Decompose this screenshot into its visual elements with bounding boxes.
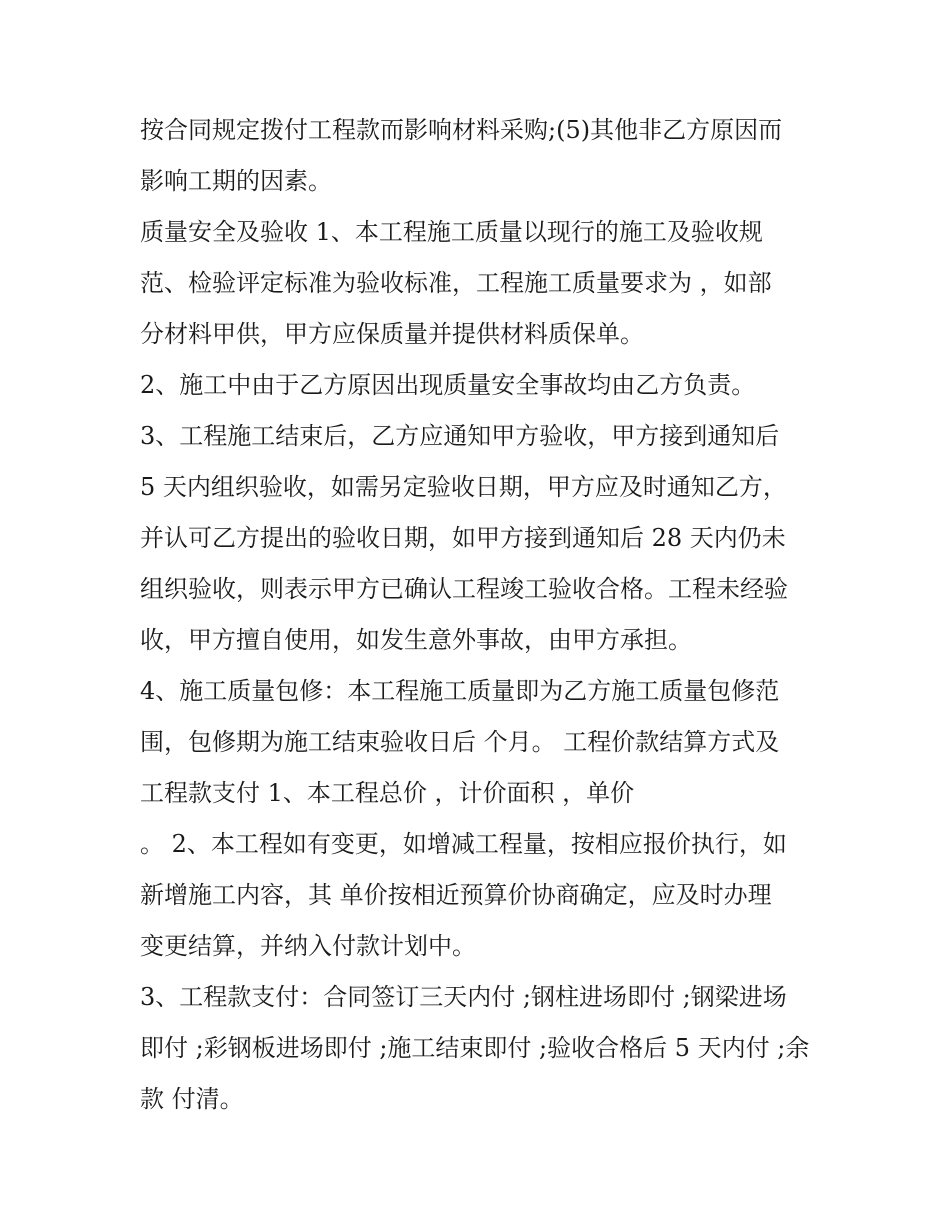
text-line: 工程款支付 1、本工程总价 ，计价面积 ，单价 — [140, 779, 635, 807]
text-line: 款 付清。 — [140, 1085, 244, 1113]
text-line: 2、施工中由于乙方原因出现质量安全事故均由乙方负责。 — [140, 371, 756, 399]
text-line: 影响工期的因素。 — [140, 167, 332, 195]
text-line: 新增施工内容，其 单价按相近预算价协商确定，应及时办理 — [140, 881, 772, 909]
text-line: 变更结算，并纳入付款计划中。 — [140, 932, 476, 960]
text-line: 3、工程款支付：合同签订三天内付 ;钢柱进场即付 ;钢梁进场 — [140, 983, 787, 1011]
text-line: 3、工程施工结束后，乙方应通知甲方验收，甲方接到通知后 — [140, 422, 780, 450]
text-line: 收，甲方擅自使用，如发生意外事故，由甲方承担。 — [140, 626, 692, 654]
document-body — [140, 109, 820, 1129]
text-line: 5 天内组织验收，如需另定验收日期，甲方应及时通知乙方， — [140, 473, 787, 501]
text-line: 范、检验评定标准为验收标准，工程施工质量要求为 ，如部 — [140, 269, 772, 297]
text-line: 分材料甲供，甲方应保质量并提供材料质保单。 — [140, 320, 644, 348]
text-line: 即付 ;彩钢板进场即付 ;施工结束即付 ;验收合格后 5 天内付 ;余 — [140, 1034, 810, 1062]
text-line: 4、施工质量包修：本工程施工质量即为乙方施工质量包修范 — [140, 677, 780, 705]
text-line: 组织验收，则表示甲方已确认工程竣工验收合格。工程未经验 — [140, 575, 788, 603]
text-line: 。 2、本工程如有变更，如增减工程量，按相应报价执行，如 — [140, 830, 787, 858]
text-line: 围，包修期为施工结束验收日后 个月。 工程价款结算方式及 — [140, 728, 780, 756]
text-line: 并认可乙方提出的验收日期，如甲方接到通知后 28 天内仍未 — [140, 524, 786, 552]
text-line: 按合同规定拨付工程款而影响材料采购;(5)其他非乙方原因而 — [140, 116, 783, 144]
text-line: 质量安全及验收 1、本工程施工质量以现行的施工及验收规 — [140, 218, 763, 246]
